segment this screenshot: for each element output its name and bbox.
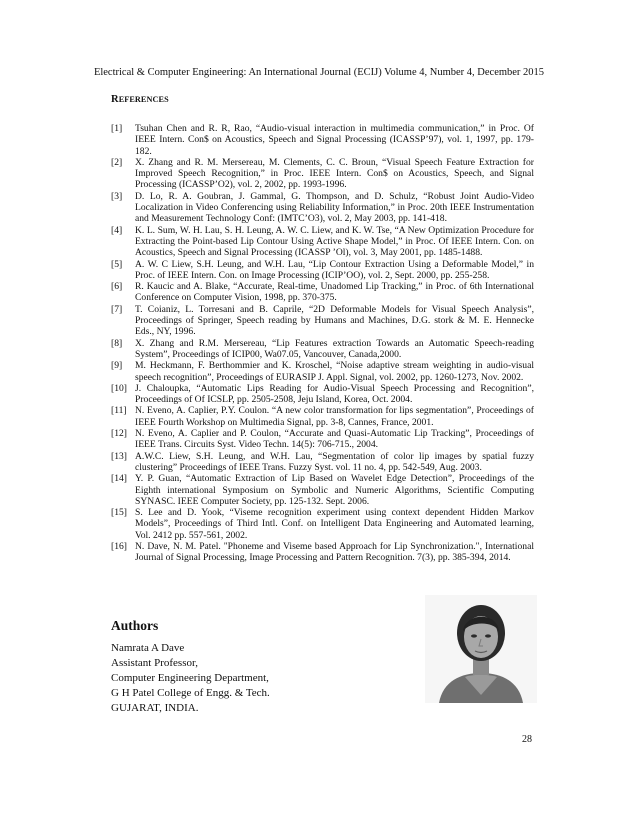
reference-item xyxy=(111,383,534,406)
author-name: Namrata A Dave xyxy=(111,642,185,654)
reference-item xyxy=(111,157,534,191)
page-number: 28 xyxy=(522,734,532,745)
reference-number: [16] xyxy=(111,540,127,552)
reference-text: D. Lo, R. A. Goubran, J. Gammal, G. Thompson, and D. Schulz, “Robust Joint Audio-Video Localization in Video Conferencing using Reliability Information,” in Proc. 20th IEEE Instrumentation and Measurement Technology Conf: (IMTC’O3), vol. 2, May 2003, pp. 141-418. xyxy=(135,190,534,225)
references-heading-rest: EFERENCES xyxy=(118,95,169,104)
reference-item xyxy=(111,225,534,259)
reference-item xyxy=(111,281,534,304)
reference-text: A.W.C. Liew, S.H. Leung, and W.H. Lau, “Segmentation of color lip images by spatial fuzzy clustering” Proceedings of IEEE Trans. Fuzzy Syst. vol. 11 no. 4, pp. 542-549, Aug. 2003. xyxy=(135,450,534,473)
running-header: Electrical & Computer Engineering: An International Journal (ECIJ) Volume 4, Number 4, December 2015 xyxy=(93,67,545,78)
reference-text: X. Zhang and R.M. Mersereau, “Lip Features extraction Towards an Automatic Speech-reading System”, Proceedings of ICIP00, Wa07.05, Vancouver, Canada,2000. xyxy=(135,337,534,360)
reference-text: A. W. C Liew, S.H. Leung, and W.H. Lau, “Lip Contour Extraction Using a Deformable Model,” in Proc. of IEEE Intern. Con. on Image Processing (ICIP’OO), vol. 2, Sept. 2000, pp. 255-258. xyxy=(135,258,534,281)
author-title: Assistant Professor, xyxy=(111,657,198,669)
reference-item xyxy=(111,360,534,383)
author-portrait-photo xyxy=(425,595,537,703)
reference-text: T. Coianiz, L. Torresani and B. Caprile, “2D Deformable Models for Visual Speech Analysis”, Proceedings of Springer, Speech reading by Humans and Machines, D.G. stork & M. E. Hennecke Eds., NY, 1996. xyxy=(135,303,534,338)
portrait-illustration xyxy=(425,595,537,703)
reference-item xyxy=(111,507,534,541)
reference-number: [15] xyxy=(111,507,127,519)
reference-number: [7] xyxy=(111,303,123,315)
reference-text: K. L. Sum, W. H. Lau, S. H. Leung, A. W. C. Liew, and K. W. Tse, “A New Optimization Procedure for Extracting the Point-based Lip Contour Using Active Shape Model,” in Proc. Of IEEE Intern. Con. on Acoustics, Speech and Signal Processing (ICASSP ’Ol), vol. 3, May 2001, pp. 1485-1488. xyxy=(135,224,534,259)
reference-number: [10] xyxy=(111,382,127,394)
reference-number: [2] xyxy=(111,156,123,168)
authors-heading: Authors xyxy=(111,618,159,633)
reference-item xyxy=(111,304,534,338)
reference-text: N. Eveno, A. Caplier, P.Y. Coulon. “A new color transformation for lips segmentation”, Proceedings of IEEE Fourth Workshop on Multimedia Signal, pp. 3-8, Cannes, France, 2001. xyxy=(135,405,534,428)
reference-text: X. Zhang and R. M. Mersereau, M. Clements, C. C. Broun, “Visual Speech Feature Extraction for Improved Speech Recognition,” in Proc. IEEE Intern. Con$ on Acoustics, Speech, and Signal Processing (ICASSP’O2), vol. 2, 2002, pp. 1993-1996. xyxy=(135,156,534,191)
reference-text: N. Dave, N. M. Patel. "Phoneme and Viseme based Approach for Lip Synchronization.", International Journal of Signal Processing, Image Processing and Pattern Recognition. 7(3), pp. 385-394, 2014. xyxy=(135,540,534,564)
author-info xyxy=(111,641,270,716)
reference-text: J. Chaloupka, “Automatic Lips Reading for Audio-Visual Speech Processing and Recognition”, Proceedings of Of ICSLP, pp. 2505-2508, Jeju Island, Korea, Oct. 2004. xyxy=(135,382,534,406)
reference-number: [11] xyxy=(111,405,127,417)
reference-number: [12] xyxy=(111,428,127,440)
reference-text: R. Kaucic and A. Blake, “Accurate, Real-time, Unadomed Lip Tracking,” in Proc. of 6th International Conference on Computer Vision, 1998, pp. 370-375. xyxy=(135,281,534,304)
reference-item xyxy=(111,338,534,361)
reference-item xyxy=(111,473,534,507)
reference-item xyxy=(111,405,534,428)
references-heading-initial: R xyxy=(111,94,119,105)
reference-text: M. Heckmann, F. Berthommier and K. Kroschel, “Noise adaptive stream weighting in audio-visual speech recognition”, Proceedings of EURASIP J. Appl. Signal, vol. 2002, pp. 1260-1273, Nov. 2002. xyxy=(135,360,534,383)
reference-text: S. Lee and D. Yook, “Viseme recognition experiment using context dependent Hidden Markov Models”, Proceedings of Third Intl. Conf. on Intelligent Data Engineering and Automated learning, Vol. 2412 pp. 557-561, 2002. xyxy=(135,507,534,541)
reference-item xyxy=(111,428,534,451)
reference-text: Y. P. Guan, “Automatic Extraction of Lip Based on Wavelet Edge Detection”, Proceedings of the Eighth international Symposium on Symbolic and Numeric Algorithms, Scientific Computing SYNASC. IEEE Computer Society, pp. 125-132. Sept. 2006. xyxy=(135,473,534,507)
reference-item xyxy=(111,541,534,564)
references-heading xyxy=(111,94,169,105)
reference-number: [8] xyxy=(111,337,123,349)
reference-number: [13] xyxy=(111,450,127,462)
reference-item xyxy=(111,451,534,474)
reference-number: [14] xyxy=(111,473,127,485)
reference-list xyxy=(111,123,534,564)
reference-number: [5] xyxy=(111,258,123,270)
reference-item xyxy=(111,191,534,225)
reference-number: [3] xyxy=(111,190,123,202)
reference-number: [4] xyxy=(111,224,123,236)
reference-item xyxy=(111,123,534,157)
author-department: Computer Engineering Department, xyxy=(111,672,269,684)
reference-text: Tsuhan Chen and R. R, Rao, “Audio-visual interaction in multimedia communication,” in Proc. Of IEEE Intern. Con$ on Acoustics, Speech and Signal Processing (ICASSP’97), vol. 1, 1997, pp. 179-182. xyxy=(135,123,534,157)
reference-number: [6] xyxy=(111,281,123,293)
reference-number: [1] xyxy=(111,123,123,134)
author-location: GUJARAT, INDIA. xyxy=(111,702,199,714)
reference-number: [9] xyxy=(111,360,123,372)
reference-item xyxy=(111,259,534,282)
reference-text: N. Eveno, A. Caplier and P. Coulon, “Accurate and Quasi-Automatic Lip Tracking”, Proceedings of IEEE Trans. Circuits Syst. Video Techn. 14(5): 706-715., 2004. xyxy=(135,428,534,451)
author-college: G H Patel College of Engg. & Tech. xyxy=(111,687,270,699)
